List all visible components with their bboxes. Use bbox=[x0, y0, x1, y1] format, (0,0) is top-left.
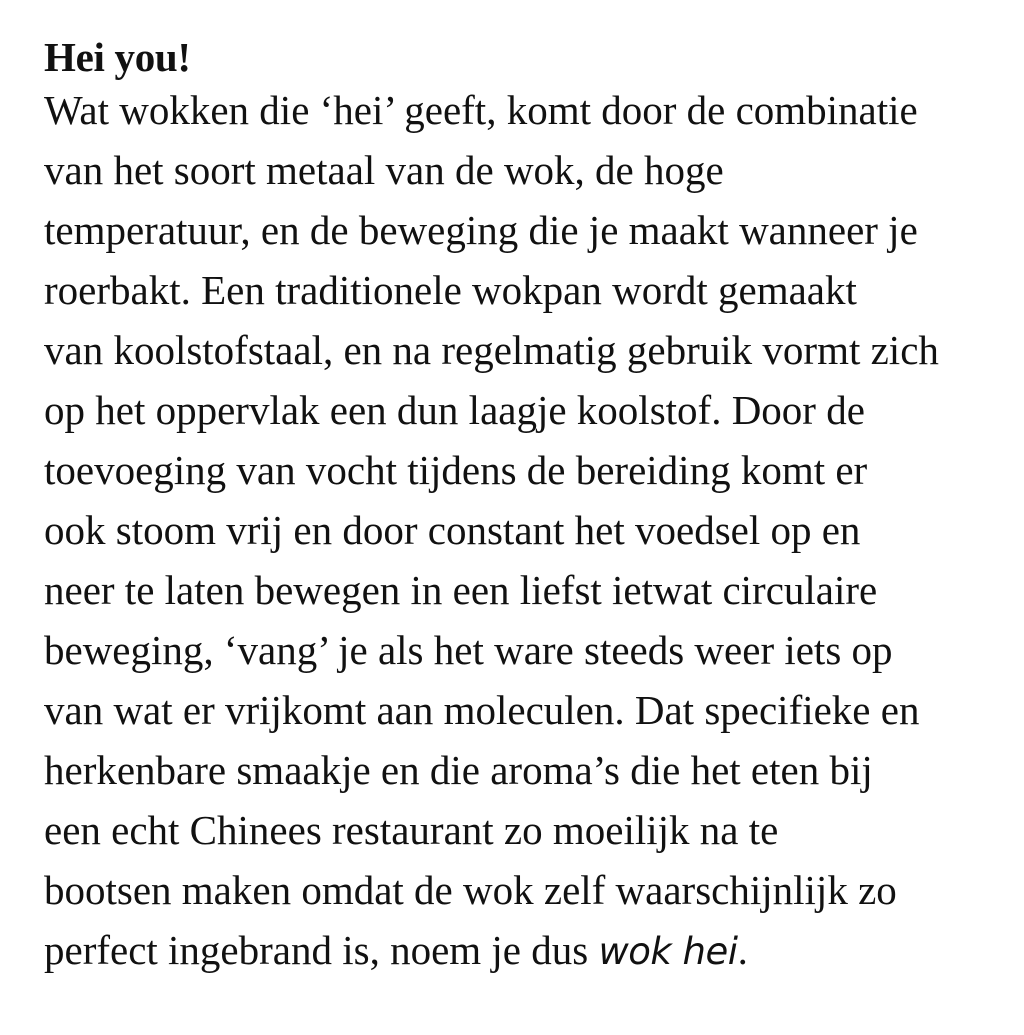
article-line: temperatuur, en de beweging die je maakt wanneer je bbox=[44, 207, 918, 253]
wok-hei-emphasis: wok hei bbox=[598, 930, 738, 973]
article-last-line-end: . bbox=[737, 927, 748, 973]
article-line: bootsen maken omdat de wok zelf waarschijnlijk zo bbox=[44, 867, 897, 913]
article-line: ook stoom vrij en door constant het voedsel op en bbox=[44, 507, 861, 553]
article-line: op het oppervlak een dun laagje koolstof. Door de bbox=[44, 387, 865, 433]
article-line: een echt Chinees restaurant zo moeilijk na te bbox=[44, 807, 779, 853]
article-line: toevoeging van vocht tijdens de bereiding komt er bbox=[44, 447, 868, 493]
article-line: van koolstofstaal, en na regelmatig gebruik vormt zich bbox=[44, 327, 939, 373]
article bbox=[44, 32, 1024, 980]
article-line: van het soort metaal van de wok, de hoge bbox=[44, 147, 724, 193]
article-line: beweging, ‘vang’ je als het ware steeds weer iets op bbox=[44, 627, 893, 673]
article-heading: Hei you! bbox=[44, 34, 191, 80]
article-last-line bbox=[44, 920, 1024, 980]
article-line: herkenbare smaakje en die aroma’s die het eten bij bbox=[44, 747, 873, 793]
article-line: Wat wokken die ‘hei’ geeft, komt door de combinatie bbox=[44, 87, 918, 133]
article-last-line-text: perfect ingebrand is, noem je dus bbox=[44, 927, 599, 973]
article-line: neer te laten bewegen in een liefst ietwat circulaire bbox=[44, 567, 878, 613]
article-line: roerbakt. Een traditionele wokpan wordt gemaakt bbox=[44, 267, 857, 313]
article-line: van wat er vrijkomt aan moleculen. Dat specifieke en bbox=[44, 687, 920, 733]
